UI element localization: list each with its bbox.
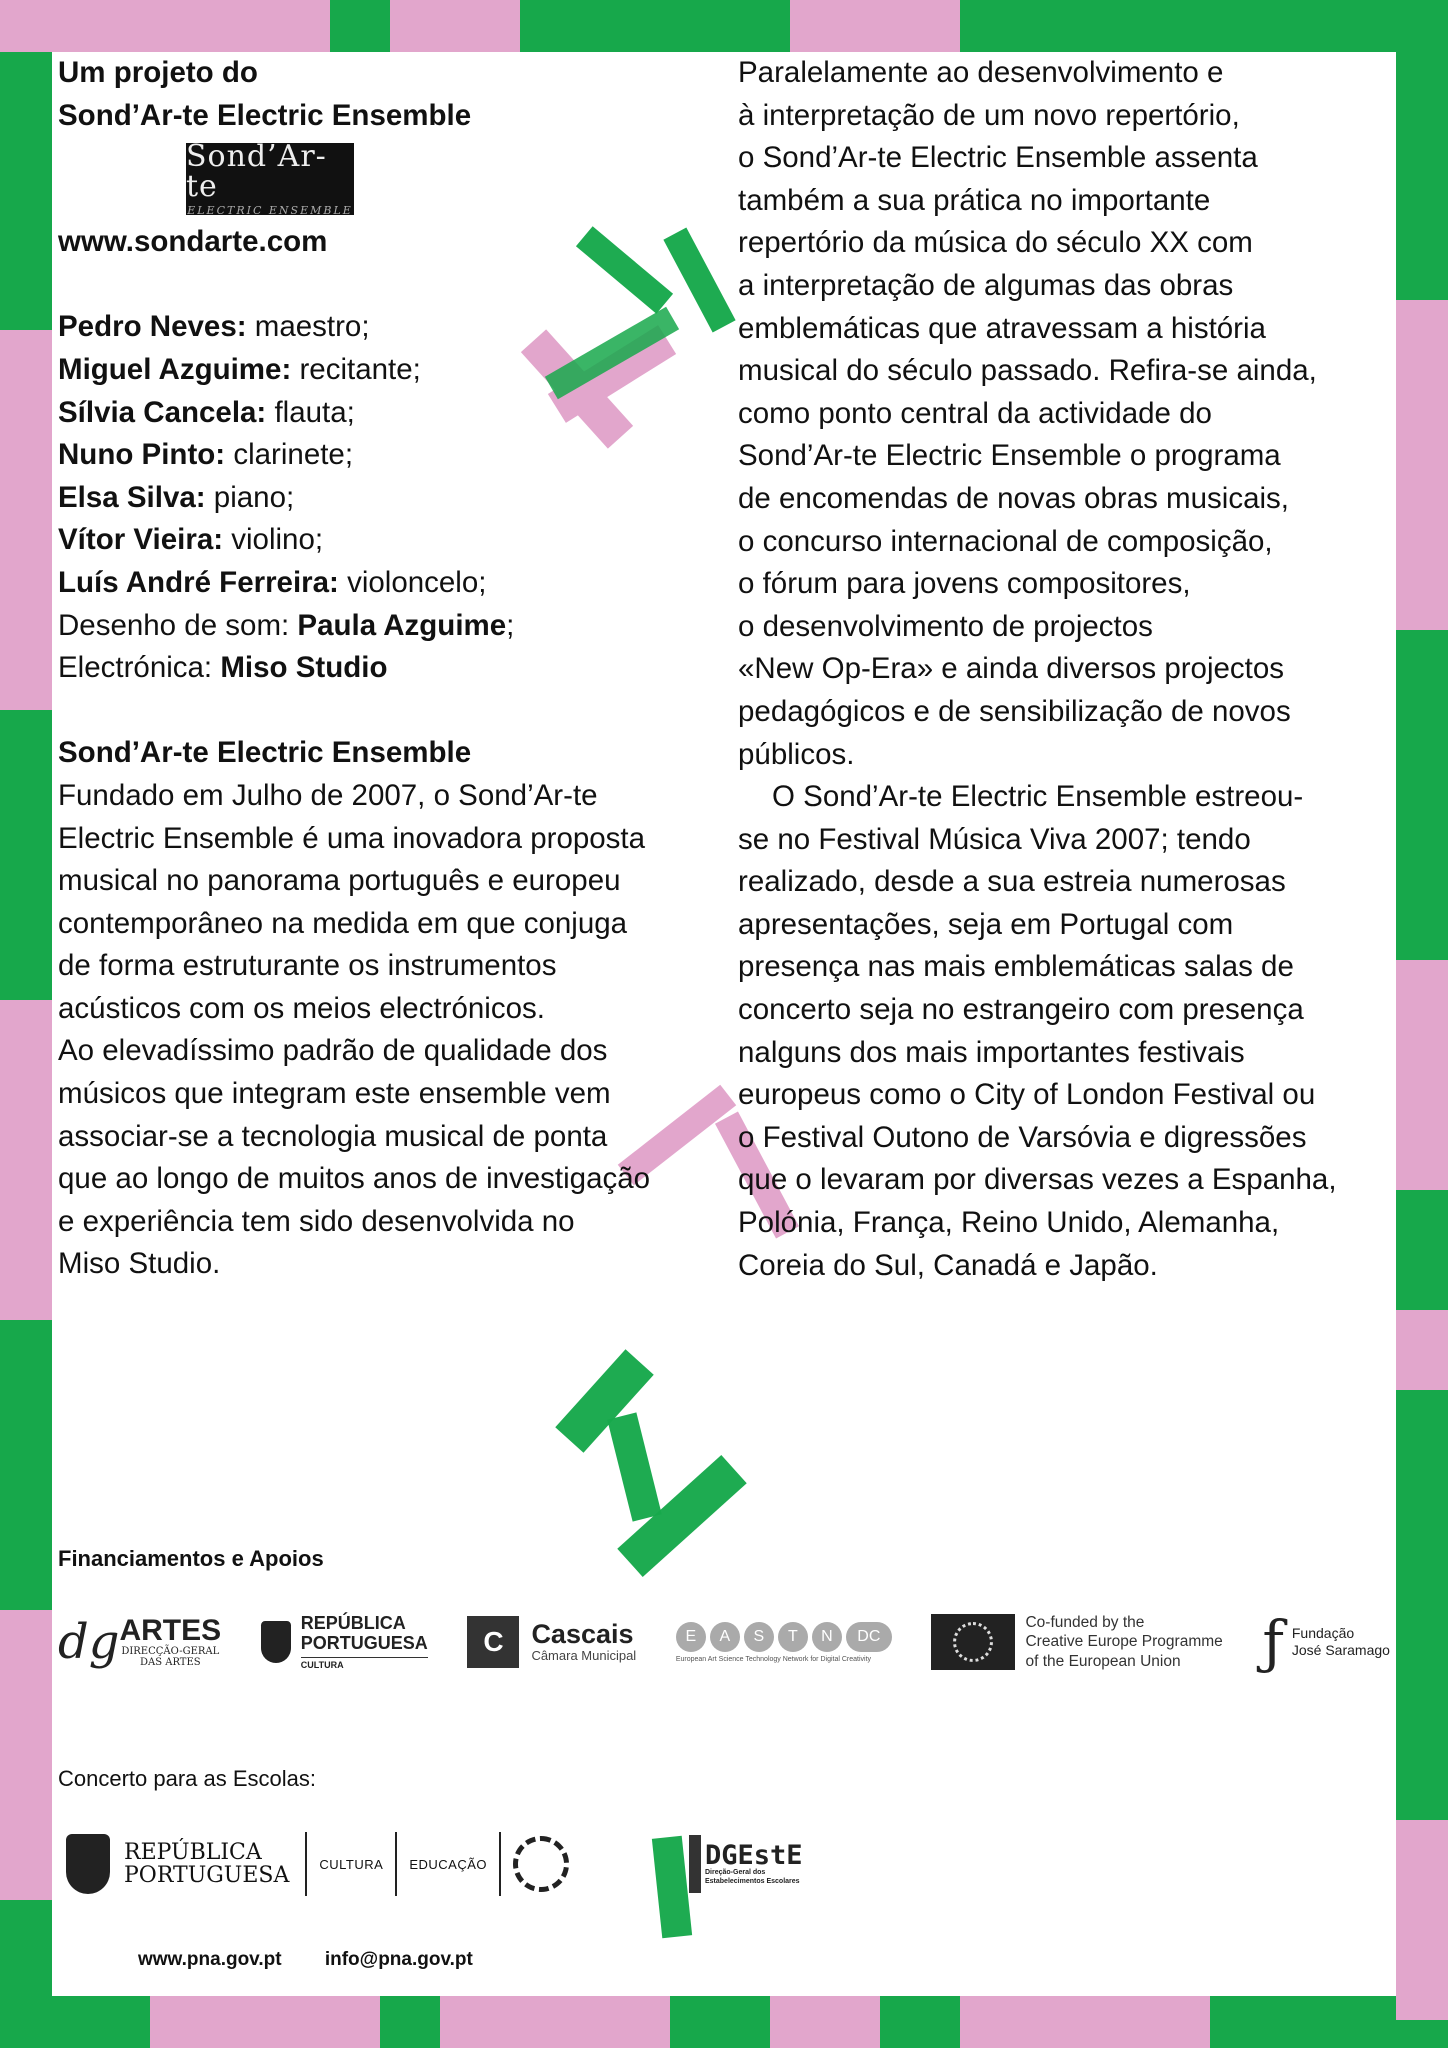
republica-portuguesa-label: REPÚBLICA PORTUGUESA bbox=[124, 1839, 290, 1888]
credit-line: Pedro Neves: maestro; bbox=[58, 310, 370, 344]
school-logos bbox=[66, 1824, 803, 1904]
schools-title: Concerto para as Escolas: bbox=[58, 1766, 317, 1791]
republic-emblem-icon bbox=[66, 1834, 110, 1894]
educacao-label: EDUCAÇÃO bbox=[409, 1856, 487, 1872]
border-pink-shape bbox=[0, 1610, 52, 1900]
creative-europe-logo: Co-funded by the Creative Europe Programme of the European Union bbox=[931, 1613, 1222, 1671]
sponsors-title: Financiamentos e Apoios bbox=[58, 1546, 324, 1571]
credit-line: Nuno Pinto: clarinete; bbox=[58, 438, 354, 472]
sondarte-logo: Sond’Ar-te ELECTRIC ENSEMBLE bbox=[186, 139, 353, 218]
decor-green-bar bbox=[607, 1412, 662, 1521]
border-pink-shape bbox=[1396, 300, 1448, 630]
right-column bbox=[738, 52, 1396, 1287]
bio-paragraph: Fundado em Julho de 2007, o Sond’Ar-te Electric Ensemble é uma inovadora proposta musical no panorama português e europeu contemporâneo na medida em que conjuga de forma estruturante os instrumentos acústicos com os meios electrónicos. Ao elevadíssimo padrão de qualidade dos músicos que integram este ensemble vem associar-se a tecnologia musical de ponta que ao longo de muitos anos de investigação e experiência tem sido desenvolvida no Miso Studio. bbox=[58, 778, 651, 1281]
border-pink-shape bbox=[770, 1996, 880, 2048]
credit-line: Miguel Azguime: recitante; bbox=[58, 352, 421, 386]
left-column bbox=[58, 52, 718, 1286]
saramago-f-icon: ƒ bbox=[1262, 1608, 1284, 1676]
border-pink-shape bbox=[1396, 1820, 1448, 2020]
border-pink-shape bbox=[150, 1996, 380, 2048]
project-intro: Um projeto do bbox=[58, 56, 258, 89]
border-pink-shape bbox=[1396, 1310, 1448, 1390]
fundacao-saramago-logo: ƒ Fundação José Saramago bbox=[1262, 1608, 1390, 1676]
republic-emblem-icon bbox=[261, 1621, 291, 1663]
dgartes-logo: dg ARTES DIRECÇÃO-GERAL DAS ARTES bbox=[58, 1614, 222, 1670]
cultura-label: CULTURA bbox=[319, 1856, 384, 1872]
ensemble-name: Sond’Ar-te Electric Ensemble bbox=[58, 98, 472, 132]
cascais-logo: C Cascais Câmara Municipal bbox=[467, 1616, 636, 1668]
footer-contacts bbox=[138, 1949, 511, 1971]
website-link[interactable]: www.sondarte.com bbox=[58, 225, 328, 259]
plano-nacional-artes-icon bbox=[513, 1836, 569, 1892]
border-pink-shape bbox=[1396, 960, 1448, 1190]
page-sheet bbox=[52, 52, 1396, 1996]
eastn-dc-logo: E A S T N DC European Art Science Technology Network for Digital Creativity bbox=[676, 1622, 892, 1663]
border-pink-shape bbox=[390, 0, 520, 52]
republica-portuguesa-cultura-logo: REPÚBLICA PORTUGUESA CULTURA bbox=[261, 1614, 428, 1670]
section-title: Sond’Ar-te Electric Ensemble bbox=[58, 736, 472, 770]
credit-line: Vítor Vieira: violino; bbox=[58, 523, 324, 557]
dgeste-logo: DGEstE Direção-Geral dos Estabelecimentos Escolares bbox=[689, 1835, 803, 1893]
electronics-credit: Electrónica: Miso Studio bbox=[58, 651, 388, 685]
credit-line: Sílvia Cancela: flauta; bbox=[58, 395, 355, 429]
border-pink-shape bbox=[440, 1996, 670, 2048]
credits-list bbox=[58, 306, 718, 689]
footer-email-link[interactable]: info@pna.gov.pt bbox=[324, 1949, 473, 1970]
border-pink-shape bbox=[960, 1996, 1210, 2048]
border-pink-shape bbox=[0, 0, 330, 52]
eu-flag-icon bbox=[931, 1614, 1015, 1670]
border-pink-shape bbox=[0, 1000, 52, 1320]
border-pink-shape bbox=[790, 0, 960, 52]
credit-line: Elsa Silva: piano; bbox=[58, 480, 295, 514]
sponsor-logos bbox=[58, 1592, 1390, 1692]
border-pink-shape bbox=[0, 330, 52, 710]
performances-paragraph: O Sond’Ar-te Electric Ensemble estreou- se no Festival Música Viva 2007; tendo realizado, desde a sua estreia numerosas apresentações, seja em Portugal com presença nas mais emblemáticas salas de concerto seja no estrangeiro com presença nalguns dos mais importantes festivais europeus como o City of London Festival ou o Festival Outono de Varsóvia e digressões que o levaram por diversas vezes a Espanha, Polónia, França, Reino Unido, Alemanha, Coreia do Sul, Canadá e Japão. bbox=[738, 780, 1337, 1282]
footer-website-link[interactable]: www.pna.gov.pt bbox=[138, 1949, 282, 1970]
credit-line: Luís André Ferreira: violoncelo; bbox=[58, 565, 487, 599]
sound-design-credit: Desenho de som: Paula Azguime; bbox=[58, 608, 515, 642]
repertoire-paragraph: Paralelamente ao desenvolvimento e à interpretação de um novo repertório, o Sond’Ar-te Electric Ensemble assenta também a sua prática no importante repertório da música do século XX com a interpretação de algumas das obras emblemáticas que atravessam a história musical do século passado. Refira-se ainda, como ponto central da actividade do Sond’Ar-te Electric Ensemble o programa de encomendas de novas obras musicais, o concurso internacional de composição, o fórum para jovens compositores, o desenvolvimento de projectos «New Op-Era» e ainda diversos projectos pedagógicos e de sensibilização de novos públicos. bbox=[738, 56, 1317, 771]
